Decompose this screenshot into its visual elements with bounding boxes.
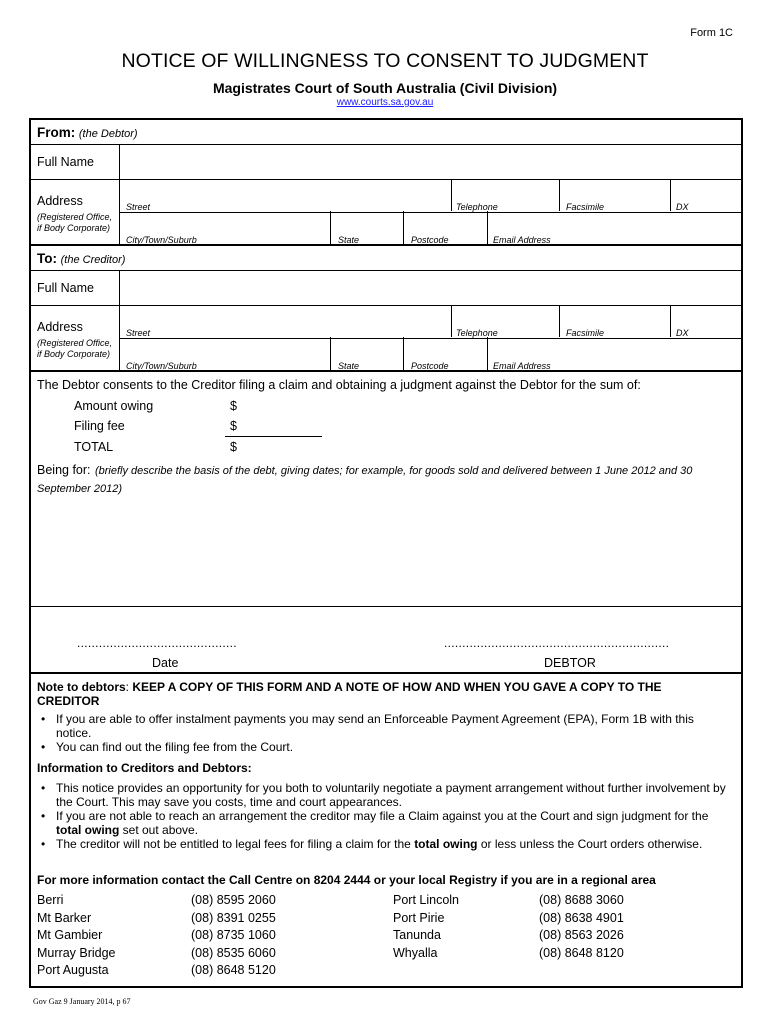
court-name: Magistrates Court of South Australia (Civil Division) [212,80,558,96]
registry-name: Whyalla [393,945,438,960]
debtor-signature-line[interactable]: .............................................................. [444,636,670,650]
creditor-telephone-label: Telephone [456,328,498,338]
debtor-street-label: Street [126,202,151,212]
registry-name: Berri [37,893,64,907]
debtor-section-heading: From: (the Debtor) [37,125,138,140]
creditor-full-name-field[interactable] [120,271,741,305]
date-label: Date [152,656,179,670]
registry-phone: (08) 8648 5120 [191,963,276,977]
creditor-email-label: Email Address [493,361,551,371]
creditor-dx-label: DX [676,328,689,338]
note-to-debtors: Note to debtors: KEEP A COPY OF THIS FORM AND A NOTE OF HOW AND WHEN YOU GAVE A COPY TO THE CREDITOR [37,680,662,708]
registry-phone: (08) 8595 2060 [191,893,276,907]
being-for-note: (briefly describe the basis of the debt, giving dates; for example, for goods sold and delivered between 1 June 2012 and 30 September 2012) [37,465,693,495]
consent-statement: The Debtor consents to the Creditor filing a claim and obtaining a judgment against the Debtor for the sum of: [37,378,641,392]
info-note-2: • If you are not able to reach an arrangement the creditor may file a Claim against you at the Court and sign judgment for the total owing set out above. [37,809,729,837]
gazette-reference: Gov Gaz 9 January 2014, p 67 [33,997,131,1006]
filing-fee-currency: $ [230,419,237,433]
info-heading: Information to Creditors and Debtors: [37,761,252,775]
creditor-section-heading: To: (the Creditor) [37,251,126,266]
debtor-full-name-field[interactable] [120,145,741,179]
creditor-address-note: (Registered Office, if Body Corporate) [37,338,113,359]
creditor-state-label: State [338,361,360,371]
registry-phone: (08) 8648 8120 [539,945,624,960]
form-number: Form 1C [690,27,733,39]
registry-phone: (08) 8688 3060 [539,893,624,907]
amount-owing-currency: $ [230,399,237,413]
registry-phone: (08) 8563 2026 [539,928,624,942]
debtor-notes-list [37,712,729,754]
form-frame [29,118,743,988]
registries-left-phones [191,892,276,980]
debtor-full-name-label: Full Name [37,155,94,169]
registry-name: Tanunda [393,928,441,942]
total-currency: $ [230,440,237,454]
total-divider [225,436,322,437]
amount-owing-field[interactable] [242,397,322,415]
form-title: NOTICE OF WILLINGNESS TO CONSENT TO JUDGMENT [121,50,649,72]
registry-name: Mt Gambier [37,928,103,942]
debtor-street-field[interactable] [120,180,451,211]
creditor-address-label: Address [37,320,83,334]
date-signature-line[interactable]: ............................................ [77,636,237,650]
being-for-field[interactable] [35,492,739,604]
debtor-note-2: • You can find out the filing fee from the Court. [37,740,729,754]
amount-owing-label: Amount owing [74,399,154,413]
registries-right-names [393,892,459,962]
creditor-street-label: Street [126,328,151,338]
registry-phone: (08) 8735 1060 [191,928,276,942]
creditor-facsimile-label: Facsimile [566,328,605,338]
creditor-postcode-label: Postcode [411,361,449,371]
total-field[interactable] [242,438,322,456]
debtor-label: DEBTOR [544,656,596,670]
registry-phone: (08) 8535 6060 [191,945,276,960]
debtor-dx-label: DX [676,202,689,212]
contact-heading: For more information contact the Call Centre on 8204 2444 or your local Registry if you are in a regional area [37,873,656,887]
info-note-1: • This notice provides an opportunity for you both to voluntarily negotiate a payment arrangement without further involvement by the Court. This may save you costs, time and court appearances. [37,781,729,809]
creditor-full-name-label: Full Name [37,281,94,295]
debtor-address-note: (Registered Office, if Body Corporate) [37,212,113,233]
registry-name: Port Pirie [393,910,445,925]
filing-fee-label: Filing fee [74,419,125,433]
debtor-facsimile-label: Facsimile [566,202,605,212]
debtor-city-label: City/Town/Suburb [126,235,197,245]
info-notes-list [37,781,729,851]
total-label: TOTAL [74,440,114,454]
debtor-state-label: State [338,235,360,245]
debtor-note-1: • If you are able to offer instalment payments you may send an Enforceable Payment Agreement (EPA), Form 1B with this notice. [37,712,729,740]
debtor-telephone-label: Telephone [456,202,498,212]
court-website-link[interactable]: www.courts.sa.gov.au [336,97,434,108]
registry-phone: (08) 8638 4901 [539,910,624,925]
debtor-postcode-label: Postcode [411,235,449,245]
info-note-3: • The creditor will not be entitled to legal fees for filing a claim for the total owing or less unless the Court orders otherwise. [37,837,729,851]
filing-fee-field[interactable] [242,417,322,435]
registries-left-names [37,892,116,980]
registry-name: Port Augusta [37,963,109,977]
being-for-label: Being for: (briefly describe the basis of the debt, giving dates; for example, for goods sold and delivered between 1 June 2012 and 30 September 2012) [37,463,693,495]
debtor-address-label: Address [37,194,83,208]
registry-phone: (08) 8391 0255 [191,910,276,925]
creditor-city-label: City/Town/Suburb [126,361,197,371]
registry-name: Murray Bridge [37,945,116,960]
registries-right-phones [539,892,624,962]
registry-name: Port Lincoln [393,893,460,907]
debtor-email-label: Email Address [493,235,551,245]
registry-name: Mt Barker [37,910,92,925]
creditor-street-field[interactable] [120,306,451,337]
